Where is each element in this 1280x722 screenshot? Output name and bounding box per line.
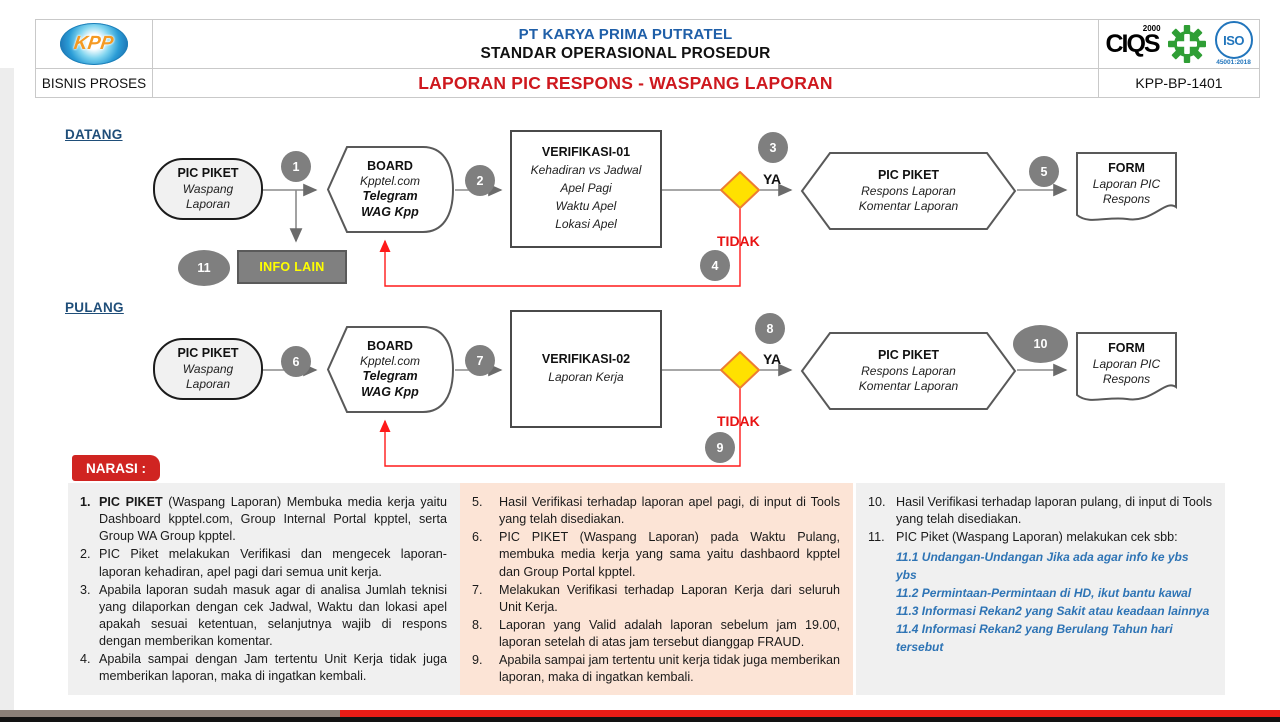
bottom-bar-black xyxy=(0,717,1280,722)
narasi-column-3 xyxy=(856,483,1225,695)
kpp-logo xyxy=(60,23,128,65)
narasi-sub-item: 11.1 Undangan-Undangan Jika ada agar info ke ybs ybs xyxy=(896,550,1189,583)
verif-title: VERIFIKASI-01 xyxy=(541,145,631,160)
respond-node-datang xyxy=(800,151,1017,231)
narasi-item: 6. PIC PIKET (Waspang Laporan) pada Waktu Pulang, membuka media kerja yang sama yaitu dashbaord kpptel dan Group Portal kpptel. xyxy=(472,530,840,579)
respond-node-pulang xyxy=(800,331,1017,411)
narasi-sub-list xyxy=(896,548,1212,656)
respond-sub: Komentar Laporan xyxy=(858,198,959,213)
start-title: PIC PIKET xyxy=(177,346,239,361)
board-sub: Kpptel.com xyxy=(359,174,421,189)
start-sub: Waspang xyxy=(182,361,234,376)
narasi-item: 1. PIC PIKET (Waspang Laporan) Membuka media kerja yaitu Dashboard kpptel.com, Group Internal Portal kpptel, serta Group WA Group kpptel. xyxy=(80,495,447,544)
step-circle-11: 11 xyxy=(178,250,230,286)
start-sub: Laporan xyxy=(185,376,231,391)
board-sub: WAG Kpp xyxy=(361,204,419,219)
board-sub: Telegram xyxy=(362,369,418,384)
narasi-sub-item: 11.2 Permintaan-Permintaan di HD, ikut bantu kawal xyxy=(896,586,1192,601)
start-node-pulang xyxy=(153,338,263,400)
narasi-sub-item: 11.3 Informasi Rekan2 yang Sakit atau keadaan lainnya xyxy=(896,604,1210,619)
respond-sub: Respons Laporan xyxy=(861,183,956,198)
step-circle-8: 8 xyxy=(755,313,785,344)
narasi-column-2 xyxy=(460,483,853,695)
narasi-column-1 xyxy=(68,483,460,695)
start-title: PIC PIKET xyxy=(177,166,239,181)
doc-code: KPP-BP-1401 xyxy=(1135,75,1223,91)
form-node-datang xyxy=(1075,151,1178,227)
branch-label-ya-datang: YA xyxy=(763,171,782,187)
narasi-item: 10. Hasil Verifikasi terhadap laporan pulang, di input di Tools yang telah disediakan. xyxy=(868,495,1212,527)
verif-line: Waktu Apel xyxy=(555,198,617,213)
ciqs-logo xyxy=(1105,23,1161,58)
header-doc-title-cell xyxy=(152,68,1099,98)
ciqs-text: CIQS xyxy=(1105,29,1159,58)
page-title: LAPORAN PIC RESPONS - WASPANG LAPORAN xyxy=(418,72,833,93)
form-title: FORM xyxy=(1108,341,1145,356)
branch-label-ya-pulang: YA xyxy=(763,351,782,367)
step-circle-2: 2 xyxy=(465,165,495,196)
step-circle-9: 9 xyxy=(705,432,735,463)
verif-line: Apel Pagi xyxy=(560,180,612,195)
step-circle-10: 10 xyxy=(1013,325,1068,363)
decision-diamond-datang xyxy=(721,172,759,208)
branch-label-tidak-pulang: TIDAK xyxy=(717,413,760,429)
k3-gear-icon xyxy=(1167,24,1207,64)
certification-logos xyxy=(1105,21,1252,67)
board-title: BOARD xyxy=(367,338,413,353)
kpp-logo-text: KPP xyxy=(73,33,116,54)
narasi-item: 5. Hasil Verifikasi terhadap laporan apel pagi, di input di Tools yang telah disediakan. xyxy=(472,495,840,527)
narasi-sub-item: 11.4 Informasi Rekan2 yang Berulang Tahun hari tersebut xyxy=(896,622,1173,655)
header-title-cell xyxy=(152,19,1099,69)
step-circle-5: 5 xyxy=(1029,156,1059,187)
start-node-datang xyxy=(153,158,263,220)
document-type: STANDAR OPERASIONAL PROSEDUR xyxy=(480,44,771,62)
respond-sub: Respons Laporan xyxy=(861,363,956,378)
step-circle-3: 3 xyxy=(758,132,788,163)
verification-node-pulang xyxy=(510,310,662,428)
info-lain-label: INFO LAIN xyxy=(259,260,325,274)
form-title: FORM xyxy=(1108,161,1145,176)
flow-section-label-pulang: PULANG xyxy=(65,300,124,315)
verif-line: Kehadiran vs Jadwal xyxy=(530,162,642,177)
narasi-item: 2. PIC Piket melakukan Verifikasi dan mengecek laporan-laporan kehadiran, apel pagi dari semua unit kerja. xyxy=(80,547,447,579)
bottom-stripe-gray xyxy=(0,710,340,717)
flow-section-label-datang: DATANG xyxy=(65,127,123,142)
verif-line: Laporan Kerja xyxy=(548,369,624,384)
board-title: BOARD xyxy=(367,158,413,173)
narasi-item: 4. Apabila sampai dengan Jam tertentu Unit Kerja tidak juga memberikan laporan, maka di ingatkan kembali. xyxy=(80,652,447,684)
form-node-pulang xyxy=(1075,331,1178,407)
board-sub: WAG Kpp xyxy=(361,384,419,399)
respond-sub: Komentar Laporan xyxy=(858,378,959,393)
decision-diamond-pulang xyxy=(721,352,759,388)
verif-line: Lokasi Apel xyxy=(555,216,617,231)
verif-title: VERIFIKASI-02 xyxy=(541,352,631,367)
form-sub: Respons xyxy=(1102,191,1151,206)
form-sub: Laporan PIC xyxy=(1092,176,1161,191)
section-label: BISNIS PROSES xyxy=(41,75,147,91)
company-name: PT KARYA PRIMA PUTRATEL xyxy=(518,25,733,43)
header-certs-cell xyxy=(1098,19,1260,69)
form-sub: Respons xyxy=(1102,371,1151,386)
step-circle-7: 7 xyxy=(465,345,495,376)
step-circle-4: 4 xyxy=(700,250,730,281)
bottom-stripe-red xyxy=(340,710,1280,717)
header-code-cell xyxy=(1098,68,1260,98)
board-node-datang xyxy=(325,145,455,234)
narasi-badge: NARASI : xyxy=(72,455,160,481)
iso-code: 45001:2018 xyxy=(1216,59,1251,67)
start-sub: Laporan xyxy=(185,196,231,211)
iso-logo xyxy=(1215,21,1253,67)
ciqs-year: 2000 xyxy=(1142,23,1161,33)
form-sub: Laporan PIC xyxy=(1092,356,1161,371)
verification-node-datang xyxy=(510,130,662,248)
board-sub: Telegram xyxy=(362,189,418,204)
page-edge-strip xyxy=(0,68,14,710)
narasi-item: 8. Laporan yang Valid adalah laporan sebelum jam 19.00, laporan setelah di atas jam tersebut dianggap FRAUD. xyxy=(472,617,840,649)
iso-text: ISO xyxy=(1223,32,1245,48)
narasi-item: 7. Melakukan Verifikasi terhadap Laporan Kerja dari seluruh Unit Kerja. xyxy=(472,582,840,614)
step-circle-6: 6 xyxy=(281,346,311,377)
header-logo-cell xyxy=(35,19,153,69)
respond-title: PIC PIKET xyxy=(877,168,940,183)
narasi-item: 9. Apabila sampai jam tertentu unit kerja tidak juga memberikan laporan, maka di ingatkan kembali. xyxy=(472,653,840,685)
branch-label-tidak-datang: TIDAK xyxy=(717,233,760,249)
respond-title: PIC PIKET xyxy=(877,348,940,363)
board-sub: Kpptel.com xyxy=(359,354,421,369)
info-lain-box xyxy=(237,250,347,284)
start-sub: Waspang xyxy=(182,181,234,196)
narasi-item: 3. Apabila laporan sudah masuk agar di analisa Jumlah teknisi yang dilaporkan dengan cek Jadwal, Waktu dan lokasi apel apakah sesuai ketentuan, selanjutnya wajib di respons dengan memberikan komentar. xyxy=(80,582,447,648)
header-section-cell xyxy=(35,68,153,98)
narasi-item: 11. PIC Piket (Waspang Laporan) melakukan cek sbb: xyxy=(868,530,1178,545)
board-node-pulang xyxy=(325,325,455,414)
step-circle-1: 1 xyxy=(281,151,311,182)
